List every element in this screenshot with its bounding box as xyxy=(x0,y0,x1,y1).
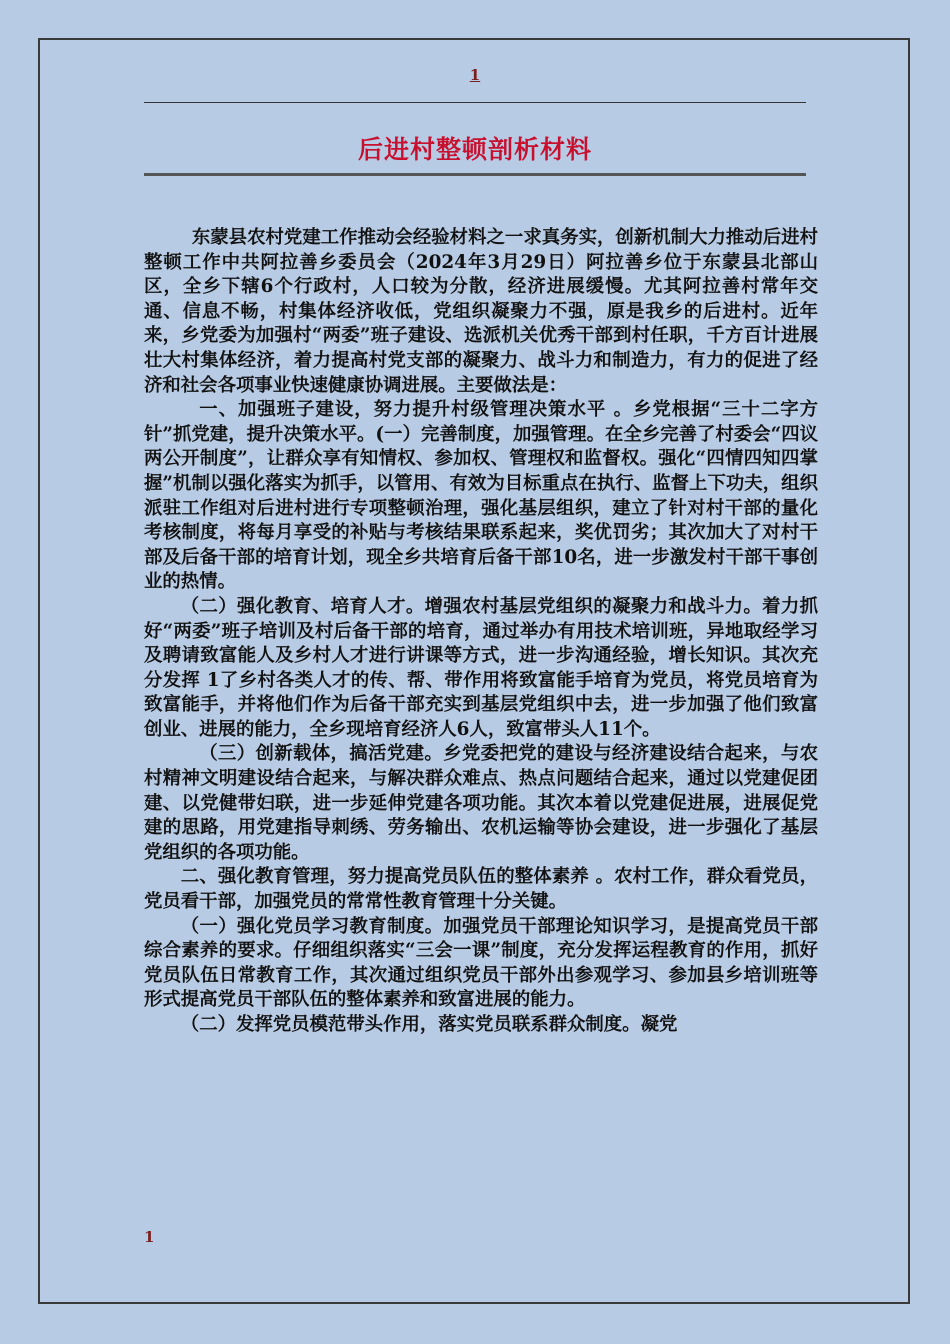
paragraph-intro: 东蒙县农村党建工作推动会经验材料之一求真务实，创新机制大力推动后进村整顿工作中共阿拉善乡委员会（2024年3月29日）阿拉善乡位于东蒙县北部山区，全乡下辖6个行政村，人口较为分散，经济进展缓慢。尤其阿拉善村常年交通、信息不畅，村集体经济收低，党组织凝聚力不强，原是我乡的后进村。近年来，乡党委为加强村“两委”班子建设、选派机关优秀干部到村任职，千方百计进展壮大村集体经济，着力提高村党支部的凝聚力、战斗力和制造力，有力的促进了经济和社会各项事业快速健康协调进展。主要做法是： xyxy=(144,227,818,396)
paragraph-section-1-2: （二）强化教育、培育人才。增强农村基层党组织的凝聚力和战斗力。着力抓好“两委”班子培训及村后备干部的培育，通过举办有用技术培训班，异地取经学习及聘请致富能人及乡村人才进行讲课等方式，进一步沟通经验，增长知识。其次充分发挥 1了乡村各类人才的传、帮、带作用将致富能手培育为党员，将党员培育为致富能手，并将他们作为后备干部充实到基层党组织中去，进一步加强了他们致富创业、进展的能力，全乡现培育经济人6人，致富带头人11个。 xyxy=(144,595,818,740)
header-rule xyxy=(144,102,806,103)
document-title: 后进村整顿剖析材料 xyxy=(357,135,592,164)
paragraph-section-1: 一、加强班子建设，努力提升村级管理决策水平 。乡党根据“三十二字方针”抓党建，提升决策水平。(一）完善制度，加强管理。在全乡完善了村委会“四议两公开制度”，让群众享有知情权、参加权、管理权和监督权。强化“四情四知四掌握”机制以强化落实为抓手，以管用、有效为目标重点在执行、监督上下功夫，组织派驻工作组对后进村进行专项整顿治理，强化基层组织，建立了针对村干部的量化考核制度，将每月享受的补贴与考核结果联系起来，奖优罚劣；其次加大了对村干部及后备干部的培育计划，现全乡共培育后备干部10名，进一步激发村干部干事创业的热情。 xyxy=(144,399,818,593)
paragraph-section-1-3: （三）创新载体，搞活党建。乡党委把党的建设与经济建设结合起来，与农村精神文明建设结合起来，与解决群众难点、热点问题结合起来，通过以党建促团建、以党健带妇联，进一步延伸党建各项功能。其次本着以党建促进展，进展促党建的思路，用党建指导刺绣、劳务输出、农机运输等协会建设，进一步强化了基层党组织的各项功能。 xyxy=(144,743,818,863)
paragraph-section-2: 二、强化教育管理，努力提高党员队伍的整体素养 。农村工作，群众看党员，党员看干部，加强党员的常常性教育管理十分关键。 xyxy=(144,866,818,913)
footer-page-number: 1 xyxy=(144,1228,155,1246)
paragraph-section-2-2: （二）发挥党员模范带头作用，落实党员联系群众制度。凝党 xyxy=(180,1014,678,1035)
paragraph-section-2-1: （一）强化党员学习教育制度。加强党员干部理论知识学习，是提高党员干部综合素养的要求。仔细组织落实“三会一课”制度，充分发挥运程教育的作用，抓好党员队伍日常教育工作，其次通过组织党员干部外出参观学习、参加县乡培训班等形式提高党员干部队伍的整体素养和致富进展的能力。 xyxy=(144,915,818,1011)
title-rule xyxy=(144,173,806,176)
header-page-number: 1 xyxy=(469,66,481,84)
document-body xyxy=(144,226,818,1038)
